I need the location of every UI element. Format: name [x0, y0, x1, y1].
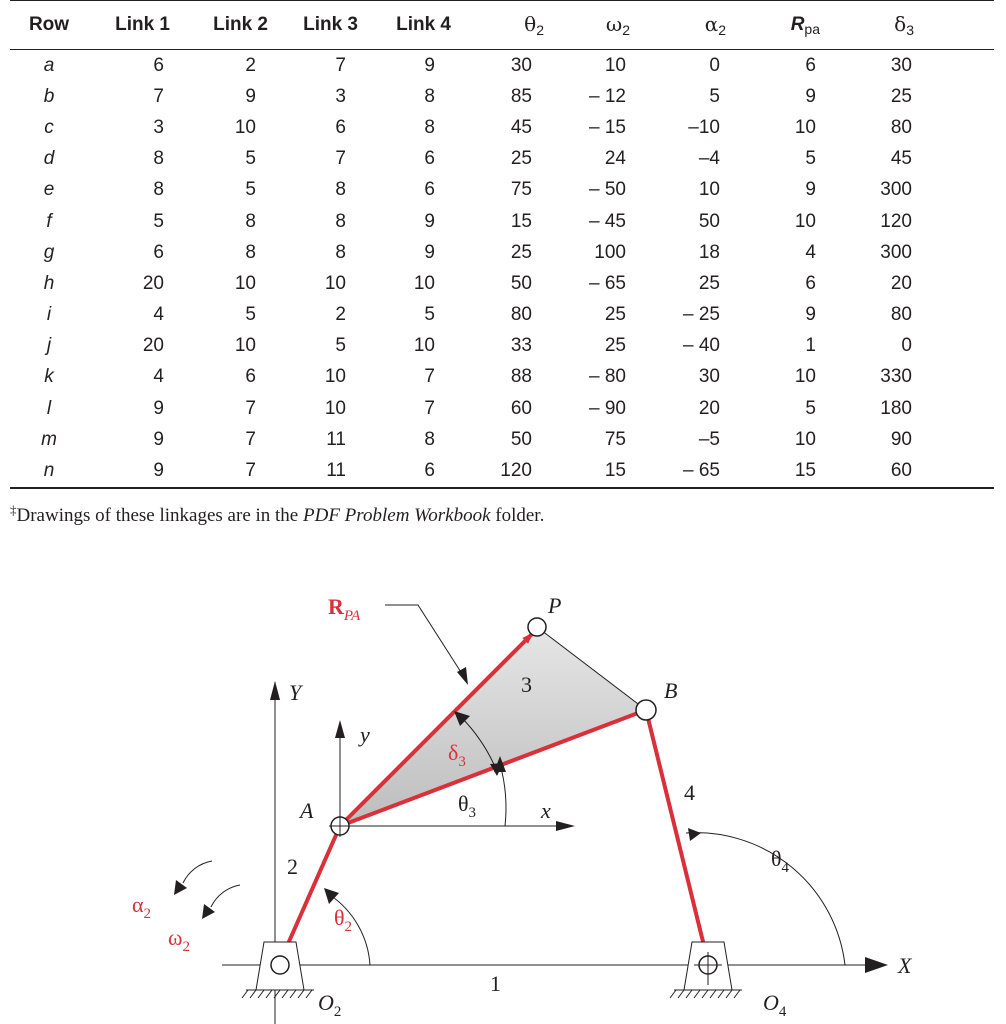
- cell-rpa: 15: [794, 460, 816, 482]
- label-local-x: x: [541, 798, 551, 823]
- cell-alpha2: 50: [698, 210, 720, 232]
- table-row: [10, 112, 994, 143]
- cell-theta2: 30: [510, 54, 532, 76]
- cell-link1: 4: [153, 304, 164, 326]
- cell-alpha2: 0: [709, 54, 720, 76]
- cell-theta2: 33: [510, 335, 532, 357]
- cell-link3: 3: [335, 85, 346, 107]
- cell-row: m: [41, 428, 57, 450]
- cell-theta2: 60: [510, 397, 532, 419]
- table-body: [10, 50, 994, 488]
- table-row: [10, 362, 994, 393]
- table-row: [10, 331, 994, 362]
- cell-link1: 9: [153, 397, 164, 419]
- header-link4: Link 4: [358, 1, 451, 50]
- cell-alpha2: 5: [709, 85, 720, 107]
- cell-delta3: 90: [890, 428, 912, 450]
- cell-link4: 6: [424, 460, 435, 482]
- cell-rpa: 6: [805, 54, 816, 76]
- cell-empty: [920, 237, 994, 268]
- cell-link2: 10: [234, 272, 256, 294]
- cell-link4: 8: [424, 428, 435, 450]
- cell-delta3: 25: [890, 85, 912, 107]
- cell-link1: 9: [153, 460, 164, 482]
- header-link3: Link 3: [268, 1, 358, 50]
- cell-link3: 7: [335, 54, 346, 76]
- cell-link3: 11: [326, 460, 346, 482]
- linkage-data-table: [10, 0, 994, 489]
- cell-link3: 8: [335, 179, 346, 201]
- theta3-arc: [500, 764, 506, 826]
- cell-alpha2: – 40: [683, 335, 720, 357]
- cell-omega2: – 12: [589, 85, 626, 107]
- table-row: [10, 81, 994, 112]
- cell-link2: 10: [234, 116, 256, 138]
- cell-row: l: [46, 397, 52, 419]
- cell-link1: 20: [142, 272, 164, 294]
- label-theta3: $\theta_3$: [458, 791, 477, 821]
- cell-link1: 8: [153, 179, 164, 201]
- cell-row: d: [43, 148, 55, 170]
- cell-theta2: 50: [510, 272, 532, 294]
- header-row: Row: [10, 1, 88, 50]
- footnote-mark: ‡: [10, 502, 17, 517]
- cell-omega2: – 15: [589, 116, 626, 138]
- theta2-arrowhead: [324, 888, 339, 904]
- label-link-4: 4: [684, 780, 695, 805]
- cell-alpha2: 25: [698, 272, 720, 294]
- cell-row: n: [43, 460, 55, 482]
- omega2-arc: [211, 885, 240, 907]
- cell-omega2: 24: [604, 148, 626, 170]
- label-point-a: A: [300, 798, 314, 823]
- footnote: [10, 502, 544, 527]
- cell-omega2: – 45: [589, 210, 626, 232]
- cell-omega2: 75: [604, 428, 626, 450]
- point-p: [528, 618, 546, 636]
- cell-empty: [920, 393, 994, 424]
- cell-rpa: 5: [805, 148, 816, 170]
- cell-alpha2: 20: [698, 397, 720, 419]
- cell-link2: 6: [245, 366, 256, 388]
- cell-link4: 7: [424, 366, 435, 388]
- cell-empty: [920, 455, 994, 487]
- cell-link2: 5: [245, 304, 256, 326]
- theta4-arrowhead: [688, 828, 701, 841]
- label-o2: $O_2$: [318, 990, 342, 1020]
- table-header-row: [10, 1, 994, 50]
- cell-delta3: 120: [880, 210, 912, 232]
- label-link-1: 1: [490, 971, 501, 996]
- header-empty: [920, 1, 994, 50]
- cell-delta3: 45: [890, 148, 912, 170]
- cell-alpha2: –4: [698, 148, 720, 170]
- footnote-text-before: Drawings of these linkages are in the: [16, 505, 303, 526]
- cell-link2: 9: [245, 85, 256, 107]
- cell-omega2: – 65: [589, 272, 626, 294]
- fourbar-linkage-diagram: [0, 560, 1006, 1024]
- cell-omega2: – 90: [589, 397, 626, 419]
- cell-theta2: 25: [510, 148, 532, 170]
- cell-link4: 5: [424, 304, 435, 326]
- cell-empty: [920, 112, 994, 143]
- cell-link4: 8: [424, 116, 435, 138]
- cell-rpa: 9: [805, 85, 816, 107]
- cell-rpa: 9: [805, 179, 816, 201]
- cell-link4: 9: [424, 241, 435, 263]
- cell-link3: 6: [335, 116, 346, 138]
- cell-row: j: [46, 335, 52, 357]
- cell-link3: 10: [324, 366, 346, 388]
- cell-alpha2: –5: [698, 428, 720, 450]
- cell-empty: [920, 268, 994, 299]
- omega2-arrowhead: [202, 904, 215, 919]
- label-r-pa: $R_{PA}$: [328, 594, 361, 624]
- cell-rpa: 10: [794, 116, 816, 138]
- table-row: [10, 237, 994, 268]
- cell-link2: 7: [245, 428, 256, 450]
- cell-link3: 8: [335, 210, 346, 232]
- cell-link2: 7: [245, 460, 256, 482]
- label-theta4: $\theta_4$: [771, 846, 790, 876]
- cell-link1: 6: [153, 54, 164, 76]
- cell-row: h: [43, 272, 55, 294]
- linkage-data-table-section: [10, 0, 1004, 489]
- cell-delta3: 80: [890, 304, 912, 326]
- cell-rpa: 10: [794, 366, 816, 388]
- cell-link1: 7: [153, 85, 164, 107]
- table-row: [10, 300, 994, 331]
- cell-link2: 10: [234, 335, 256, 357]
- footnote-text-after: folder.: [490, 505, 545, 526]
- cell-empty: [920, 424, 994, 455]
- cell-omega2: – 80: [589, 366, 626, 388]
- label-theta2: $\theta_2$: [334, 905, 353, 935]
- cell-delta3: 330: [880, 366, 912, 388]
- cell-empty: [920, 331, 994, 362]
- cell-alpha2: 18: [698, 241, 720, 263]
- table-row: [10, 455, 994, 487]
- cell-rpa: 10: [794, 210, 816, 232]
- table-row: [10, 393, 994, 424]
- r-pa-leader-arrowhead: [457, 667, 468, 685]
- cell-theta2: 15: [510, 210, 532, 232]
- label-point-p: P: [548, 593, 562, 618]
- cell-link3: 2: [335, 304, 346, 326]
- alpha2-arc: [183, 861, 212, 883]
- cell-delta3: 20: [890, 272, 912, 294]
- cell-link4: 6: [424, 148, 435, 170]
- cell-delta3: 0: [901, 335, 912, 357]
- cell-link3: 5: [335, 335, 346, 357]
- cell-delta3: 80: [890, 116, 912, 138]
- global-y-arrowhead: [270, 681, 280, 700]
- cell-link2: 8: [245, 210, 256, 232]
- cell-link4: 10: [413, 272, 435, 294]
- label-link-3: 3: [521, 672, 532, 697]
- cell-rpa: 10: [794, 428, 816, 450]
- cell-omega2: 25: [604, 304, 626, 326]
- cell-link2: 8: [245, 241, 256, 263]
- x-axis-arrowhead: [865, 957, 888, 973]
- cell-empty: [920, 362, 994, 393]
- header-delta3: $\delta_3$: [824, 1, 920, 50]
- cell-alpha2: – 65: [683, 460, 720, 482]
- cell-alpha2: 10: [698, 179, 720, 201]
- cell-delta3: 300: [880, 241, 912, 263]
- cell-link4: 7: [424, 397, 435, 419]
- cell-row: g: [43, 241, 55, 263]
- cell-theta2: 75: [510, 179, 532, 201]
- cell-link1: 4: [153, 366, 164, 388]
- cell-rpa: 4: [805, 241, 816, 263]
- cell-link3: 10: [324, 272, 346, 294]
- label-delta3: $\delta_3$: [448, 740, 466, 770]
- cell-row: a: [43, 54, 55, 76]
- cell-empty: [920, 300, 994, 331]
- cell-link3: 11: [326, 428, 346, 450]
- ground-pivot-o4: [670, 942, 742, 998]
- cell-link1: 6: [153, 241, 164, 263]
- cell-rpa: 6: [805, 272, 816, 294]
- cell-omega2: 25: [604, 335, 626, 357]
- header-theta2: $\theta_2$: [451, 1, 546, 50]
- table-row: [10, 268, 994, 299]
- local-x-arrowhead: [556, 821, 575, 831]
- table-row: [10, 144, 994, 175]
- cell-theta2: 85: [510, 85, 532, 107]
- cell-row: c: [44, 116, 54, 138]
- cell-link2: 7: [245, 397, 256, 419]
- cell-link2: 5: [245, 179, 256, 201]
- header-rpa: $R_{pa}$: [734, 1, 824, 50]
- cell-empty: [920, 81, 994, 112]
- table-row: [10, 424, 994, 455]
- footnote-italic: PDF Problem Workbook: [303, 505, 491, 526]
- cell-link1: 9: [153, 428, 164, 450]
- cell-link1: 5: [153, 210, 164, 232]
- cell-link4: 8: [424, 85, 435, 107]
- cell-link4: 9: [424, 54, 435, 76]
- cell-row: b: [43, 85, 55, 107]
- cell-row: k: [44, 366, 54, 388]
- cell-empty: [920, 144, 994, 175]
- cell-delta3: 30: [890, 54, 912, 76]
- header-link1: Link 1: [88, 1, 170, 50]
- cell-omega2: 100: [594, 241, 626, 263]
- cell-theta2: 88: [510, 366, 532, 388]
- cell-theta2: 120: [500, 460, 532, 482]
- cell-rpa: 1: [805, 335, 816, 357]
- cell-rpa: 9: [805, 304, 816, 326]
- link-4: [646, 710, 708, 962]
- alpha2-arrowhead: [174, 880, 187, 895]
- header-alpha2: $\alpha_2$: [638, 1, 734, 50]
- cell-alpha2: –10: [688, 116, 720, 138]
- cell-link1: 3: [153, 116, 164, 138]
- cell-row: f: [46, 210, 52, 232]
- table-row: [10, 50, 994, 82]
- cell-omega2: – 50: [589, 179, 626, 201]
- cell-theta2: 45: [510, 116, 532, 138]
- label-global-y: Y: [289, 680, 302, 705]
- cell-alpha2: – 25: [683, 304, 720, 326]
- cell-link1: 20: [142, 335, 164, 357]
- label-point-b: B: [664, 678, 678, 703]
- label-local-y: y: [360, 722, 370, 747]
- label-omega2: $\omega_2$: [168, 925, 190, 955]
- cell-link2: 2: [245, 54, 256, 76]
- cell-row: e: [43, 179, 55, 201]
- label-link-2: 2: [287, 854, 298, 879]
- cell-empty: [920, 175, 994, 206]
- ground-pivot-o2: [242, 942, 314, 998]
- label-global-x: X: [898, 953, 912, 978]
- cell-link4: 6: [424, 179, 435, 201]
- cell-link3: 8: [335, 241, 346, 263]
- cell-link2: 5: [245, 148, 256, 170]
- cell-theta2: 50: [510, 428, 532, 450]
- label-o4: $O_4$: [763, 990, 787, 1020]
- cell-empty: [920, 206, 994, 237]
- local-y-arrowhead: [335, 720, 345, 738]
- table-row: [10, 175, 994, 206]
- cell-delta3: 180: [880, 397, 912, 419]
- cell-omega2: 10: [604, 54, 626, 76]
- label-alpha2: $\alpha_2$: [132, 892, 152, 922]
- cell-omega2: 15: [604, 460, 626, 482]
- table-row: [10, 206, 994, 237]
- header-omega2: $\omega_2$: [546, 1, 638, 50]
- cell-alpha2: 30: [698, 366, 720, 388]
- header-link2: Link 2: [170, 1, 268, 50]
- cell-theta2: 25: [510, 241, 532, 263]
- cell-theta2: 80: [510, 304, 532, 326]
- cell-link4: 10: [413, 335, 435, 357]
- cell-link3: 10: [324, 397, 346, 419]
- r-pa-leader: [385, 605, 466, 680]
- cell-row: i: [46, 304, 52, 326]
- cell-link1: 8: [153, 148, 164, 170]
- cell-delta3: 300: [880, 179, 912, 201]
- cell-rpa: 5: [805, 397, 816, 419]
- cell-link3: 7: [335, 148, 346, 170]
- joint-b: [636, 700, 656, 720]
- cell-link4: 9: [424, 210, 435, 232]
- cell-empty: [920, 50, 994, 82]
- cell-delta3: 60: [890, 460, 912, 482]
